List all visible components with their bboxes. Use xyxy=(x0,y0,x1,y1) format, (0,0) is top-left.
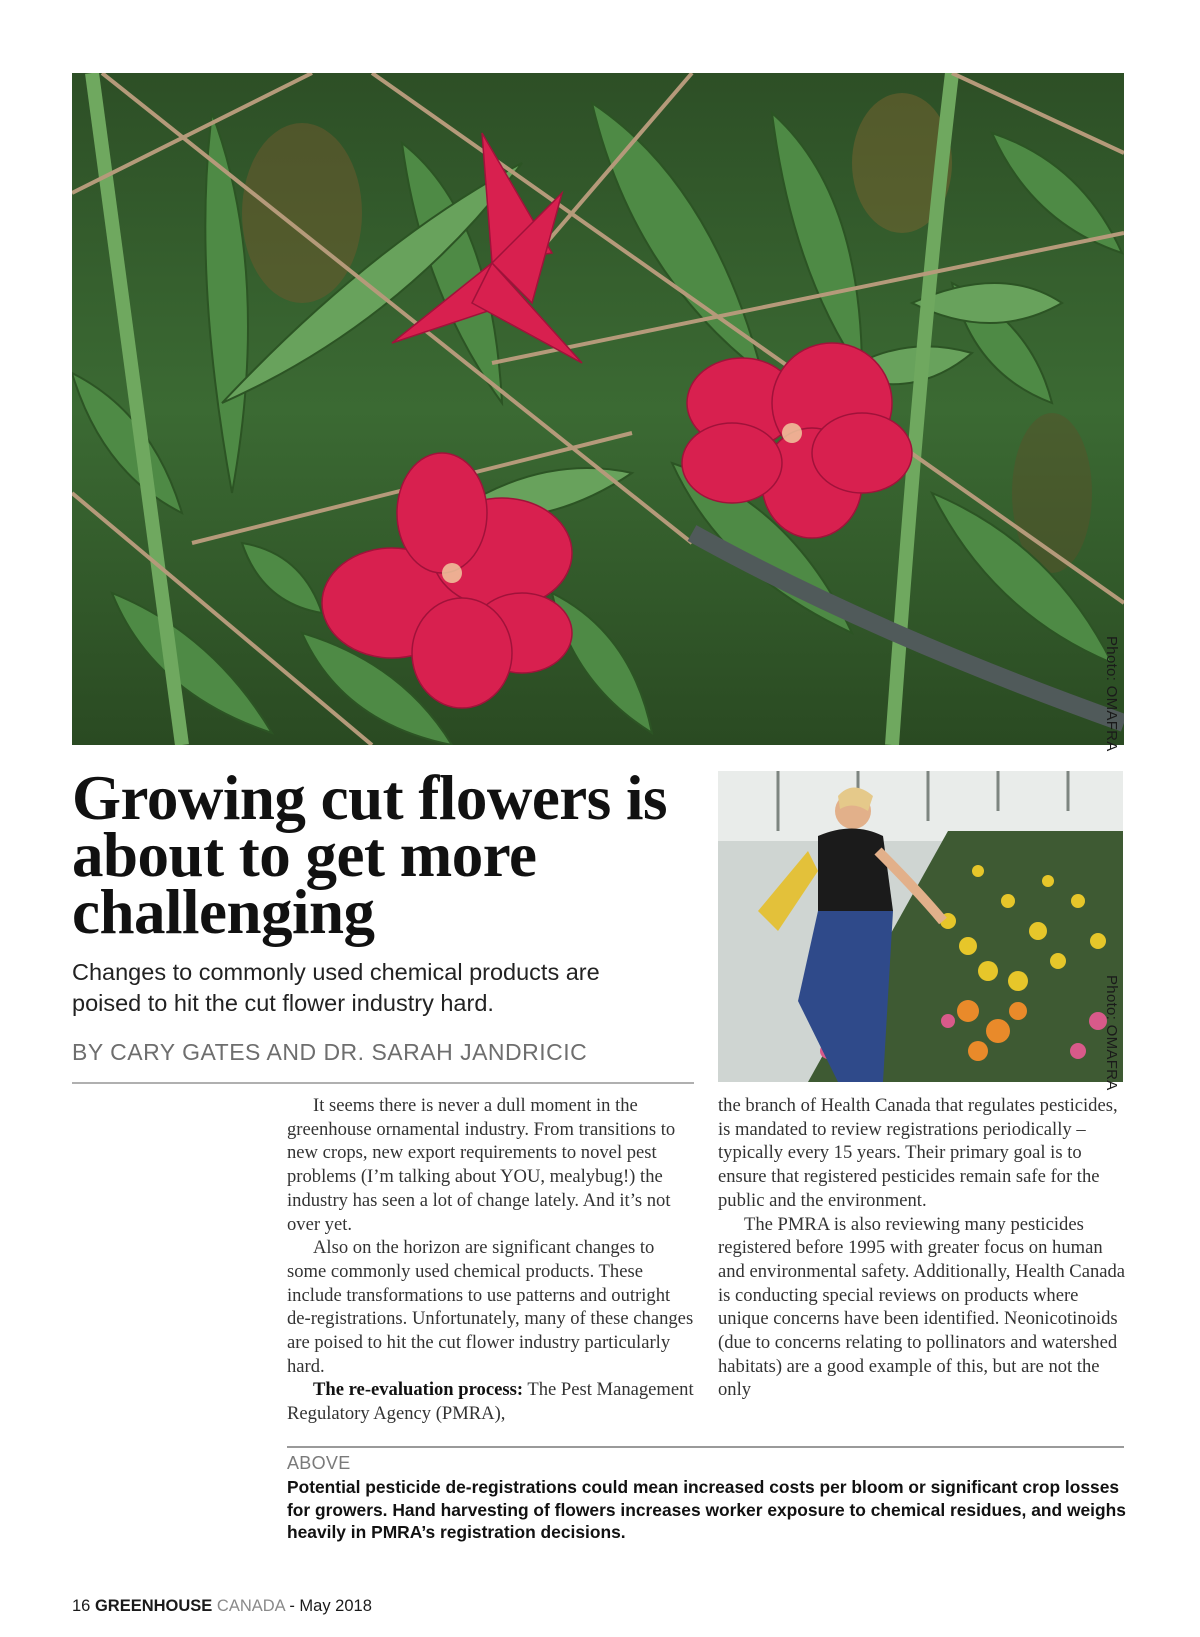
caption-divider xyxy=(287,1446,1124,1448)
caption-label: ABOVE xyxy=(287,1453,351,1473)
photo-caption: Potential pesticide de-registrations could mean increased costs per bloom or significant crop losses for growers. Hand harvesting of flowers increases worker exposure to chemical residues, and weighs heavily in PMRA’s registration decisions. xyxy=(287,1477,1126,1543)
headline: Growing cut flowers is about to get more challenging xyxy=(72,763,668,947)
byline: BY CARY GATES AND DR. SARAH JANDRICIC xyxy=(72,1039,588,1065)
side-photo-credit: Photo: OMAFRA xyxy=(1103,975,1120,1091)
hero-photo xyxy=(72,73,1124,745)
publication-name-bold: GREENHOUSE xyxy=(94,1597,213,1615)
greenhouse-harvest-image xyxy=(718,771,1123,1082)
greenhouse-worker-photo xyxy=(718,771,1123,1082)
deck-subtitle: Changes to commonly used chemical products are poised to hit the cut flower industry hard. xyxy=(72,959,600,1016)
alstroemeria-flowers-image xyxy=(72,73,1124,745)
issue-date: - May 2018 xyxy=(284,1597,372,1615)
byline-divider xyxy=(72,1082,694,1084)
page-number: 16 xyxy=(72,1597,91,1615)
paragraph xyxy=(287,1378,697,1425)
paragraph-text: The Pest Management Regulatory Agency (PMRA), xyxy=(287,1379,694,1425)
paragraph: The PMRA is also reviewing many pesticides registered before 1995 with greater focus on human and environmental safety. Additionally, Health Canada is conducting special reviews on products where unique concerns have been identified. Neonicotinoids (due to concerns relating to pollinators and watershed habitats) are a good example of this, but are not the only xyxy=(718,1213,1126,1401)
publication-name-light: CANADA xyxy=(216,1597,285,1615)
body-column-2 xyxy=(718,1094,1128,1402)
paragraph: It seems there is never a dull moment in the greenhouse ornamental industry. From transitions to new crops, new export requirements to novel pest problems (I’m talking about YOU, mealybug!) the industry has seen a lot of change lately. And it’s not over yet. xyxy=(287,1095,676,1235)
body-column-1 xyxy=(287,1094,697,1426)
paragraph: Also on the horizon are significant changes to some commonly used chemical products. These include transformations to use patterns and outright de-registrations. Unfortunately, many of these changes are poised to hit the cut flower industry particularly hard. xyxy=(287,1237,694,1377)
hero-photo-credit: Photo: OMAFRA xyxy=(1103,636,1120,752)
paragraph: the branch of Health Canada that regulates pesticides, is mandated to review registrations periodically – typically every 15 years. Their primary goal is to ensure that registered pesticides remain safe for the public and the environment. xyxy=(718,1095,1118,1211)
page-folio xyxy=(72,1597,372,1616)
section-lead-in: The re-evaluation process: xyxy=(313,1379,524,1401)
